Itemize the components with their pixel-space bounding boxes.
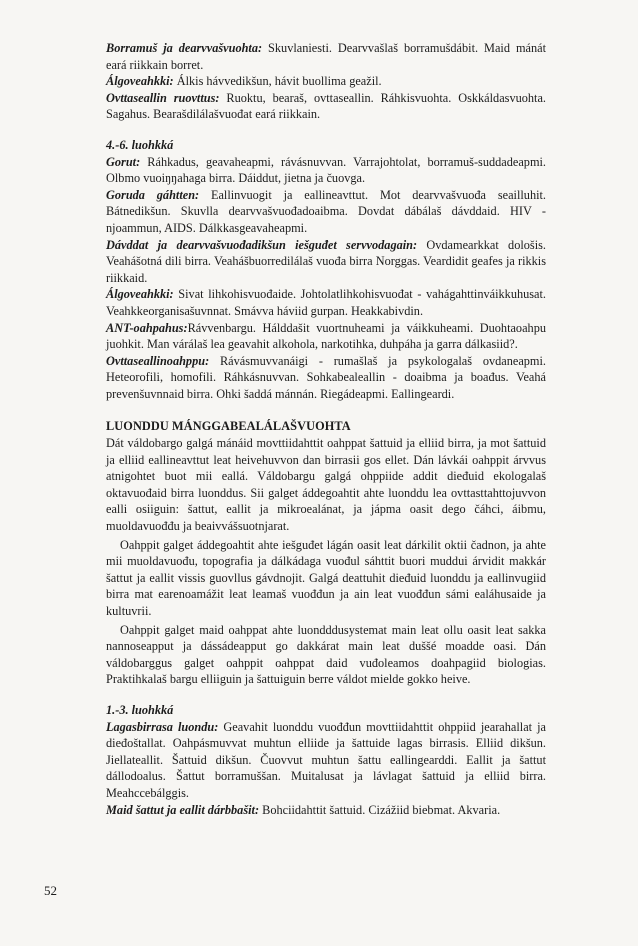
paragraph xyxy=(106,286,546,319)
page-number: 52 xyxy=(44,883,57,898)
entry-lead: Gorut: xyxy=(106,154,141,169)
entry-text: Álkis hávvedikšun, hávit buollima geažil. xyxy=(173,74,382,89)
entry-text: Ovdamearkkat dološis. Veahášotná dili birra. Veahášbuorredilálaš vuođa birra Norggas. Veardidit geafes ja rikkis riikkaid. xyxy=(106,237,546,285)
entry-text: Sivat lihkohisvuođaide. Johtolatlihkohisvuođat - vahágahttinváikkuhusat. Veahkkeorganisašuvnnat. Smávva háviid gurpan. Heakkabivdin. xyxy=(106,287,546,318)
paragraph xyxy=(106,154,546,187)
paragraph xyxy=(106,719,546,802)
paragraph xyxy=(106,40,546,73)
entry-lead: Maid šattut ja eallit dárbbašit: xyxy=(106,802,260,817)
section-label: 1.-3. luohkká xyxy=(106,702,174,717)
entry-text: Rávvenbargu. Hálddašit vuortnuheami ja váikkuheami. Duohtaoahpu juohkit. Man várálaš lea geavahit alkohola, narkotihka, duhpáha ja garra dálkasiid?. xyxy=(106,320,546,352)
paragraph: Dát váldobargo galgá mánáid movttiidahttit oahppat šattuid ja elliid birra, ja mot šattuid ja elliid eallineavttut leat heivehuvvon dan birrasii gos ellet. Dán lávkái oahppit árvvus atnigohtet buot mii eallá. Váldobargu galgá ohppiide addit dieđuid ekologalaš oktavuođaid birra luonddus. Sii galget áddegoahtit ahte luonddu lea ovttasttahttojuvvon ealli osiiguin: šattut, eallit ja mikroealánat, ja jápma oasit dego čáhci, áibmu, muoldavuođđu ja beaivvášsuotnjarat. xyxy=(106,436,546,534)
entry-lead: Dávddat ja dearvvašvuođadikšun iešguđet servvodagain: xyxy=(106,237,418,252)
entry-lead: Lagasbirrasa luondu: xyxy=(106,719,219,734)
paragraph: Oahppit galget maid oahppat ahte luondddusystemat main leat ollu oasit leat sakka nannoseapput ja dássádeapput go dakkárat main leat duššé moadde oasi. Dán váldobarggus galget oahppit oahppat daid vuđoleamos doahpagiid biologias. Praktihkalaš bargu elliiguin ja šattuiguin berre váldot mielde gokko heive. xyxy=(106,622,546,687)
section-grade-1-3 xyxy=(106,719,546,819)
entry-text: Skuvlaniesti. Dearvvašlaš borramušdábit. Maid mánát eará riikkain borret. xyxy=(106,41,546,72)
entry-lead: ANT-oahpahus: xyxy=(106,320,188,335)
entry-lead: Goruda gáhtten: xyxy=(106,187,200,202)
entry-text: Rávásmuvvanáigi - rumašlaš ja psykologalaš ovdaneapmi. Heteorofili, homofili. Ráhkásnuvvan. Sohkabealeallin - doaibma ja boađus. Veahá prevenšuvnnaid birra. Ohki šaddá mánnán. Riegádeapmi. Eallingeardi. xyxy=(106,353,546,401)
entry-text: Ráhkadus, geavaheapmi, rávásnuvvan. Varrajohtolat, borramuš-suddadeapmi. Olbmo vuoiŋŋahaga birra. Dáiddut, jietna ja čuovga. xyxy=(106,154,546,186)
entry-text: Geavahit luonddu vuođđun movttiidahttit ohppiid jearahallat ja dieđoštallat. Oahpásmuvvat muhtun elliide ja šattuide lagas birrasis. Elliid dikšun. Jiellateallit. Šattuid dikšun. Čuovvut muhtun šattu eallingearddi. Eallit ja šattut dállodoalus. Šattut borramuššan. Muitalusat ja lávlagat šattuid ja elliid birra. Meahccebálggis. xyxy=(106,719,546,800)
paragraph xyxy=(106,73,546,90)
section-heading: LUONDDU MÁNGGABEALÁLAŠVUOHTA xyxy=(106,419,351,434)
paragraph xyxy=(106,187,546,237)
section-biodiversity xyxy=(106,435,546,688)
paragraph xyxy=(106,353,546,403)
paragraph xyxy=(106,320,546,353)
entry-text: Eallinvuogit ja eallineavttut. Mot dearvvašvuođa seailluhit. Bátnedikšun. Skuvlla dearvvašvuođadoaibma. Dovdat dábálaš dávddaid. HIV -njoammun, AIDS. Dálkkasgeavaheapmi. xyxy=(106,187,546,235)
entry-text: Bohciidahttit šattuid. Cizážiid biebmat. Akvaria. xyxy=(259,802,501,817)
paragraph xyxy=(106,237,546,287)
section-grade-4-6 xyxy=(106,154,546,403)
paragraph: Oahppit galget áddegoahtit ahte iešguđet lágán oasit leat dárkilit oktii čadnon, ja ahte mii muoldavuođu, topografia ja dálkádaga vuođul sáhttit buori muddui árvidit makkár šattut ja eallit vissis guovllus gávdnojit. Galgá deattuhit dieđuid luonddu ja eallinvugiid birra mat earenoamážit leat leamaš vuođđun ja ain leat vuođđun sámi ealáhusaide ja kultuvrii. xyxy=(106,537,546,618)
document-page xyxy=(106,40,546,818)
entry-lead: Álgoveahkki: xyxy=(106,74,174,89)
entry-lead: Álgoveahkki: xyxy=(106,287,174,302)
entry-lead: Borramuš ja dearvvašvuohta: xyxy=(106,41,263,55)
entry-lead: Ovttaseallinoahppu: xyxy=(106,353,210,368)
block-top xyxy=(106,40,546,123)
section-label: 4.-6. luohkká xyxy=(106,137,174,152)
entry-lead: Ovttaseallin ruovttus: xyxy=(106,90,220,105)
paragraph xyxy=(106,90,546,123)
entry-text: Ruoktu, bearaš, ovttaseallin. Ráhkisvuohta. Oskkáldasvuohta. Sagahus. Bearašdilálašvuođat eará riikkain. xyxy=(106,90,546,122)
paragraph xyxy=(106,802,546,819)
